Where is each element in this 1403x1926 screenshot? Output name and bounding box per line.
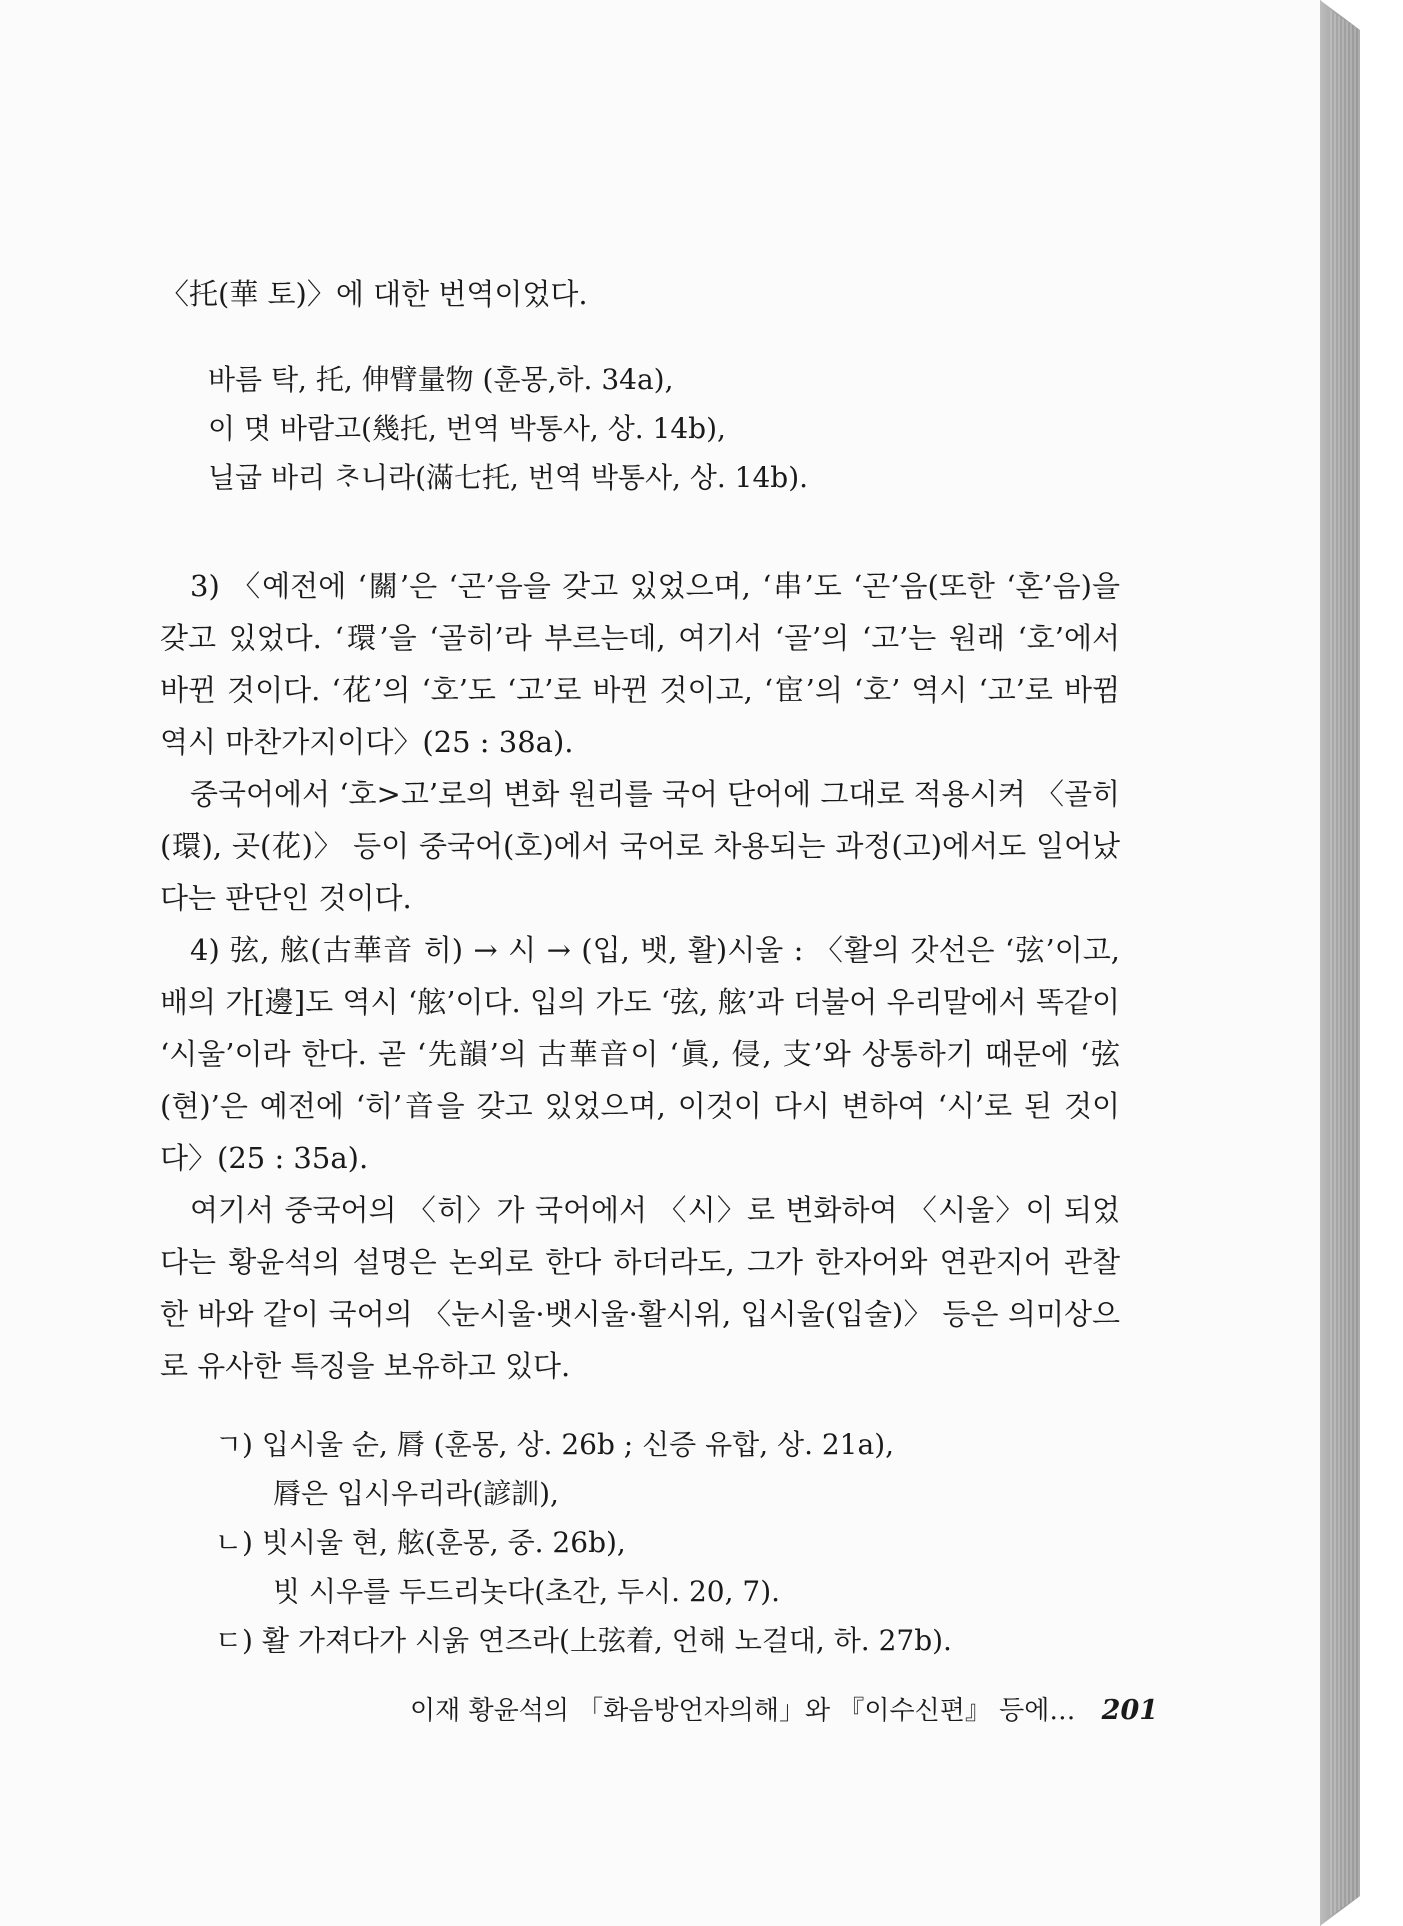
example-line: 빗 시우를 두드리놋다(초간, 두시. 20, 7). [273, 1575, 781, 1608]
page-stack-lines [1330, 0, 1360, 1926]
example-line: 脣은 입시우리라(諺訓), [273, 1477, 559, 1510]
paragraph-explanation: 여기서 중국어의 〈히〉가 국어에서 〈시〉로 변화하여 〈시울〉이 되었다는 황윤석의 설명은 논외로 한다 하더라도, 그가 한자어와 연관지어 관찰한 바와 같이 국어의 〈눈시울·뱃시울·활시위, 입시울(입술)〉 등은 의미상으로 유사한 특징을 보유하고 있다. [160, 1193, 1120, 1383]
example-line: ㄱ) 입시울 순, 脣 (훈몽, 상. 26b ; 신증 유합, 상. 21a), [215, 1428, 895, 1461]
quote-line: 이 몃 바람고(幾托, 번역 박통사, 상. 14b), [208, 412, 726, 445]
intro-line: 〈托(華 토)〉에 대한 번역이었다. [160, 277, 588, 311]
example-block [215, 1420, 1115, 1665]
quote-block-1 [208, 355, 1108, 502]
example-line: ㄴ) 빗시울 현, 舷(훈몽, 중. 26b), [215, 1526, 626, 1559]
page-number: 201 [1101, 1695, 1159, 1726]
paragraph-change-principle: 중국어에서 ‘호>고’로의 변화 원리를 국어 단어에 그대로 적용시켜 〈골히(環), 곳(花)〉 등이 중국어(호)에서 국어로 차용되는 과정(고)에서도 일어났다는 판단인 것이다. [160, 777, 1120, 915]
quote-line: 바름 탁, 托, 伸臂量物 (훈몽,하. 34a), [208, 363, 674, 396]
paragraph-note-4: 4) 弦, 舷(古華音 히) → 시 → (입, 뱃, 활)시울 : 〈활의 갓선은 ‘弦’이고, 배의 가[邊]도 역시 ‘舷’이다. 입의 가도 ‘弦, 舷’과 더불어 우리말에서 똑같이 ‘시울’이라 한다. 곧 ‘先韻’의 古華音이 ‘眞, 侵, 支’와 상통하기 때문에 ‘弦(현)’은 예전에 ‘히’音을 갖고 있었으며, 이것이 다시 변하여 ‘시’로 된 것이다〉(25 : 35a). [160, 933, 1120, 1175]
quote-line: 닐굽 바리 ᄎᆞ니라(滿七托, 번역 박통사, 상. 14b). [208, 461, 809, 494]
paragraph-note-3: 3) 〈예전에 ‘關’은 ‘곤’음을 갖고 있었으며, ‘串’도 ‘곤’음(또한 ‘혼’음)을 갖고 있었다. ‘環’을 ‘골히’라 부르는데, 여기서 ‘골’의 ‘고’는 원래 ‘호’에서 바뀐 것이다. ‘花’의 ‘호’도 ‘고’로 바뀐 것이고, ‘宦’의 ‘호’ 역시 ‘고’로 바뀜 역시 마찬가지이다〉(25 : 38a). [160, 569, 1120, 759]
running-footer [410, 1690, 1159, 1727]
example-line: ㄷ) 활 가져다가 시욹 연즈라(上弦着, 언해 노걸대, 하. 27b). [215, 1624, 952, 1657]
running-title: 이재 황윤석의 「화음방언자의해」와 『이수신편』 등에… [410, 1696, 1076, 1726]
